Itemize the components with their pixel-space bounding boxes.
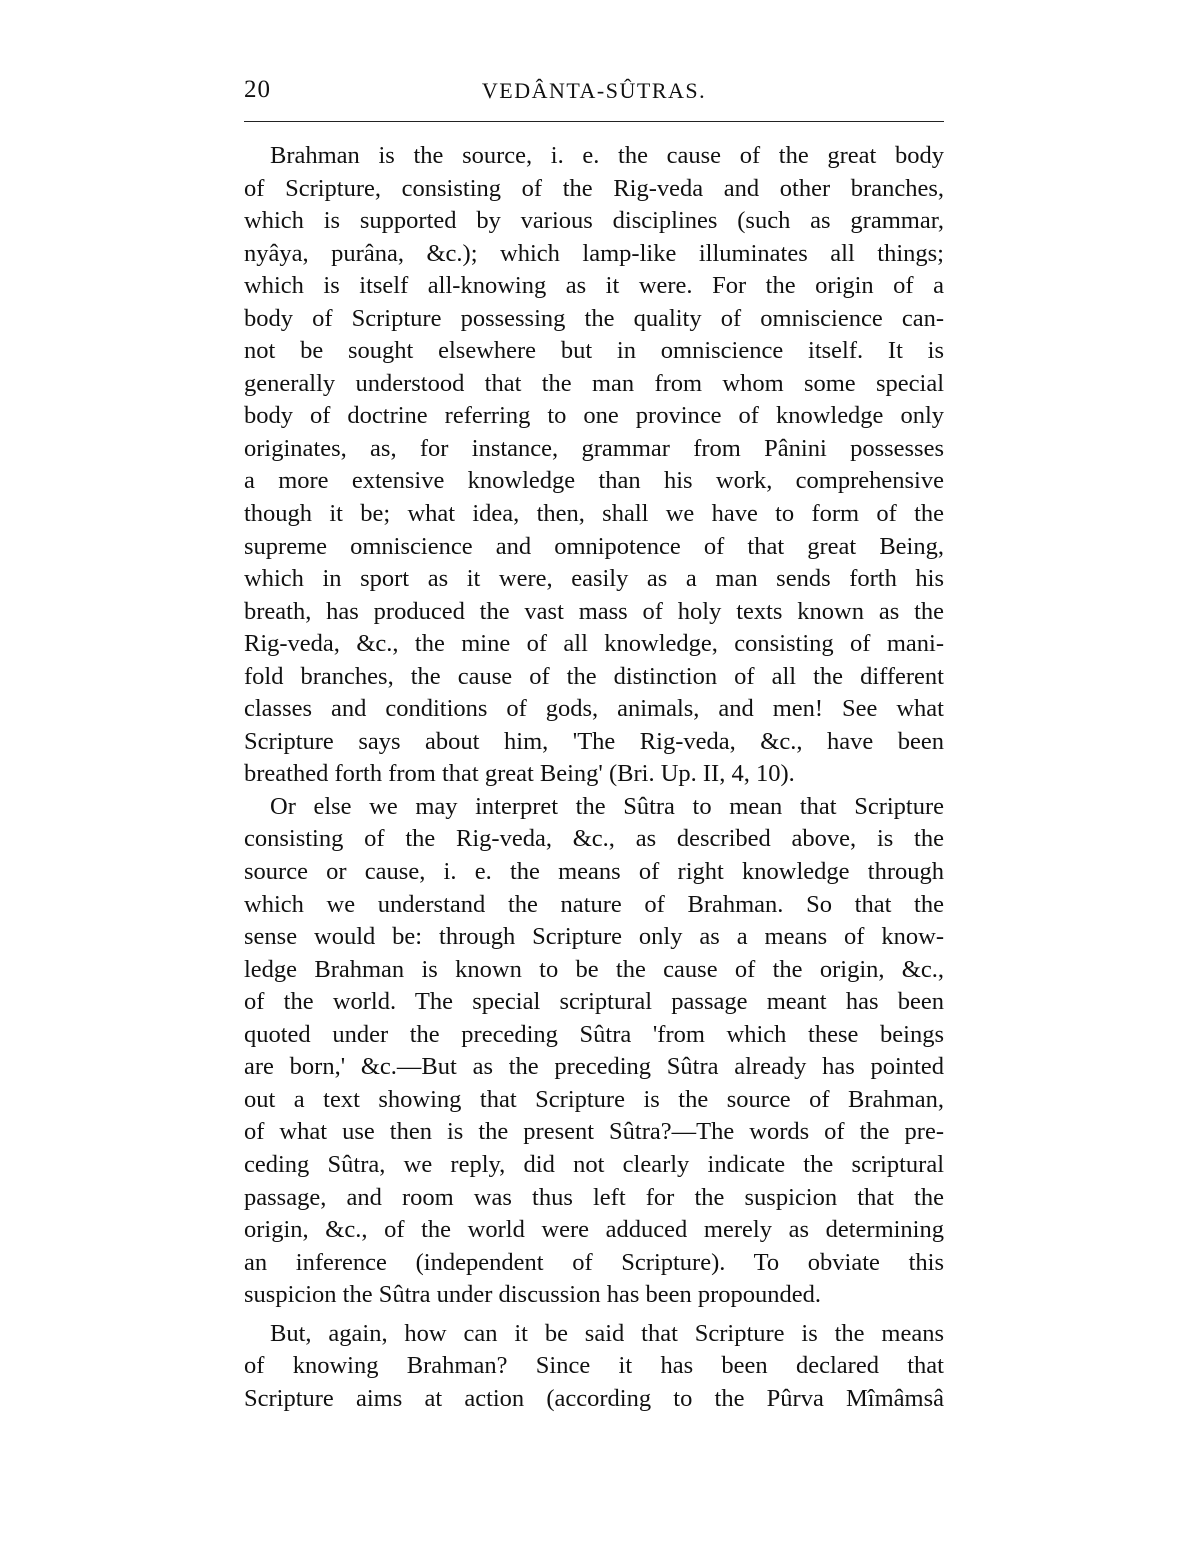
text-line: which in sport as it were, easily as a man sends forth his xyxy=(244,565,944,593)
text-line: suspicion the Sûtra under discussion has been propounded. xyxy=(244,1281,822,1309)
body-text xyxy=(244,140,944,1415)
text-line: origin, &c., of the world were adduced merely as determining xyxy=(244,1216,944,1244)
text-line: body of Scripture possessing the quality of omniscience can- xyxy=(244,304,944,332)
header-rule xyxy=(244,121,944,122)
text-line: source or cause, i. e. the means of right knowledge through xyxy=(244,858,944,886)
text-line: not be sought elsewhere but in omniscience itself. It is xyxy=(244,337,944,365)
text-line: of the world. The special scriptural passage meant has been xyxy=(244,988,944,1016)
page-number: 20 xyxy=(244,76,271,103)
text-line: originates, as, for instance, grammar from Pânini possesses xyxy=(244,434,944,462)
running-title: VEDÂNTA-SÛTRAS. xyxy=(481,78,707,103)
text-line: an inference (independent of Scripture). To obviate this xyxy=(244,1248,944,1276)
text-line: nyâya, purâna, &c.); which lamp-like illuminates all things; xyxy=(244,239,944,267)
text-line: of knowing Brahman? Since it has been declared that xyxy=(244,1352,944,1380)
text-line: But, again, how can it be said that Scripture is the means xyxy=(270,1319,944,1347)
text-line: breath, has produced the vast mass of holy texts known as the xyxy=(244,597,944,625)
text-line: out a text showing that Scripture is the source of Brahman, xyxy=(244,1085,944,1113)
text-line: ledge Brahman is known to be the cause of the origin, &c., xyxy=(244,955,944,983)
text-line: Brahman is the source, i. e. the cause of the great body xyxy=(270,142,944,169)
text-line: Scripture says about him, 'The Rig-veda, &c., have been xyxy=(244,727,944,755)
text-line: Scripture aims at action (according to the Pûrva Mîmâmsâ xyxy=(244,1384,944,1412)
text-line: ceding Sûtra, we reply, did not clearly indicate the scriptural xyxy=(244,1150,944,1178)
text-line: consisting of the Rig-veda, &c., as described above, is the xyxy=(244,825,944,853)
text-line: Or else we may interpret the Sûtra to mean that Scripture xyxy=(270,792,944,820)
text-line: of Scripture, consisting of the Rig-veda and other branches, xyxy=(244,174,944,202)
text-line: which is itself all-knowing as it were. For the origin of a xyxy=(244,272,944,300)
text-line: which we understand the nature of Brahman. So that the xyxy=(244,890,944,918)
text-line: though it be; what idea, then, shall we have to form of the xyxy=(244,500,944,528)
text-line: are born,' &c.—But as the preceding Sûtra already has pointed xyxy=(244,1053,944,1081)
text-line: a more extensive knowledge than his work, comprehensive xyxy=(244,467,944,495)
text-line: passage, and room was thus left for the suspicion that the xyxy=(244,1183,944,1211)
text-line: body of doctrine referring to one province of knowledge only xyxy=(244,402,944,430)
text-line: fold branches, the cause of the distinction of all the different xyxy=(244,662,944,690)
text-line: breathed forth from that great Being' (Bri. Up. II, 4, 10). xyxy=(244,760,795,788)
text-line: classes and conditions of gods, animals, and men! See what xyxy=(244,695,944,723)
text-line: quoted under the preceding Sûtra 'from which these beings xyxy=(244,1020,944,1048)
text-line: Rig-veda, &c., the mine of all knowledge, consisting of mani- xyxy=(244,630,944,658)
text-line: sense would be: through Scripture only as a means of know- xyxy=(244,923,944,951)
text-line: which is supported by various disciplines (such as grammar, xyxy=(244,207,944,235)
text-line: generally understood that the man from whom some special xyxy=(244,369,944,397)
text-line: supreme omniscience and omnipotence of that great Being, xyxy=(244,532,944,560)
text-line: of what use then is the present Sûtra?—The words of the pre- xyxy=(244,1118,944,1146)
page-header xyxy=(244,76,944,108)
